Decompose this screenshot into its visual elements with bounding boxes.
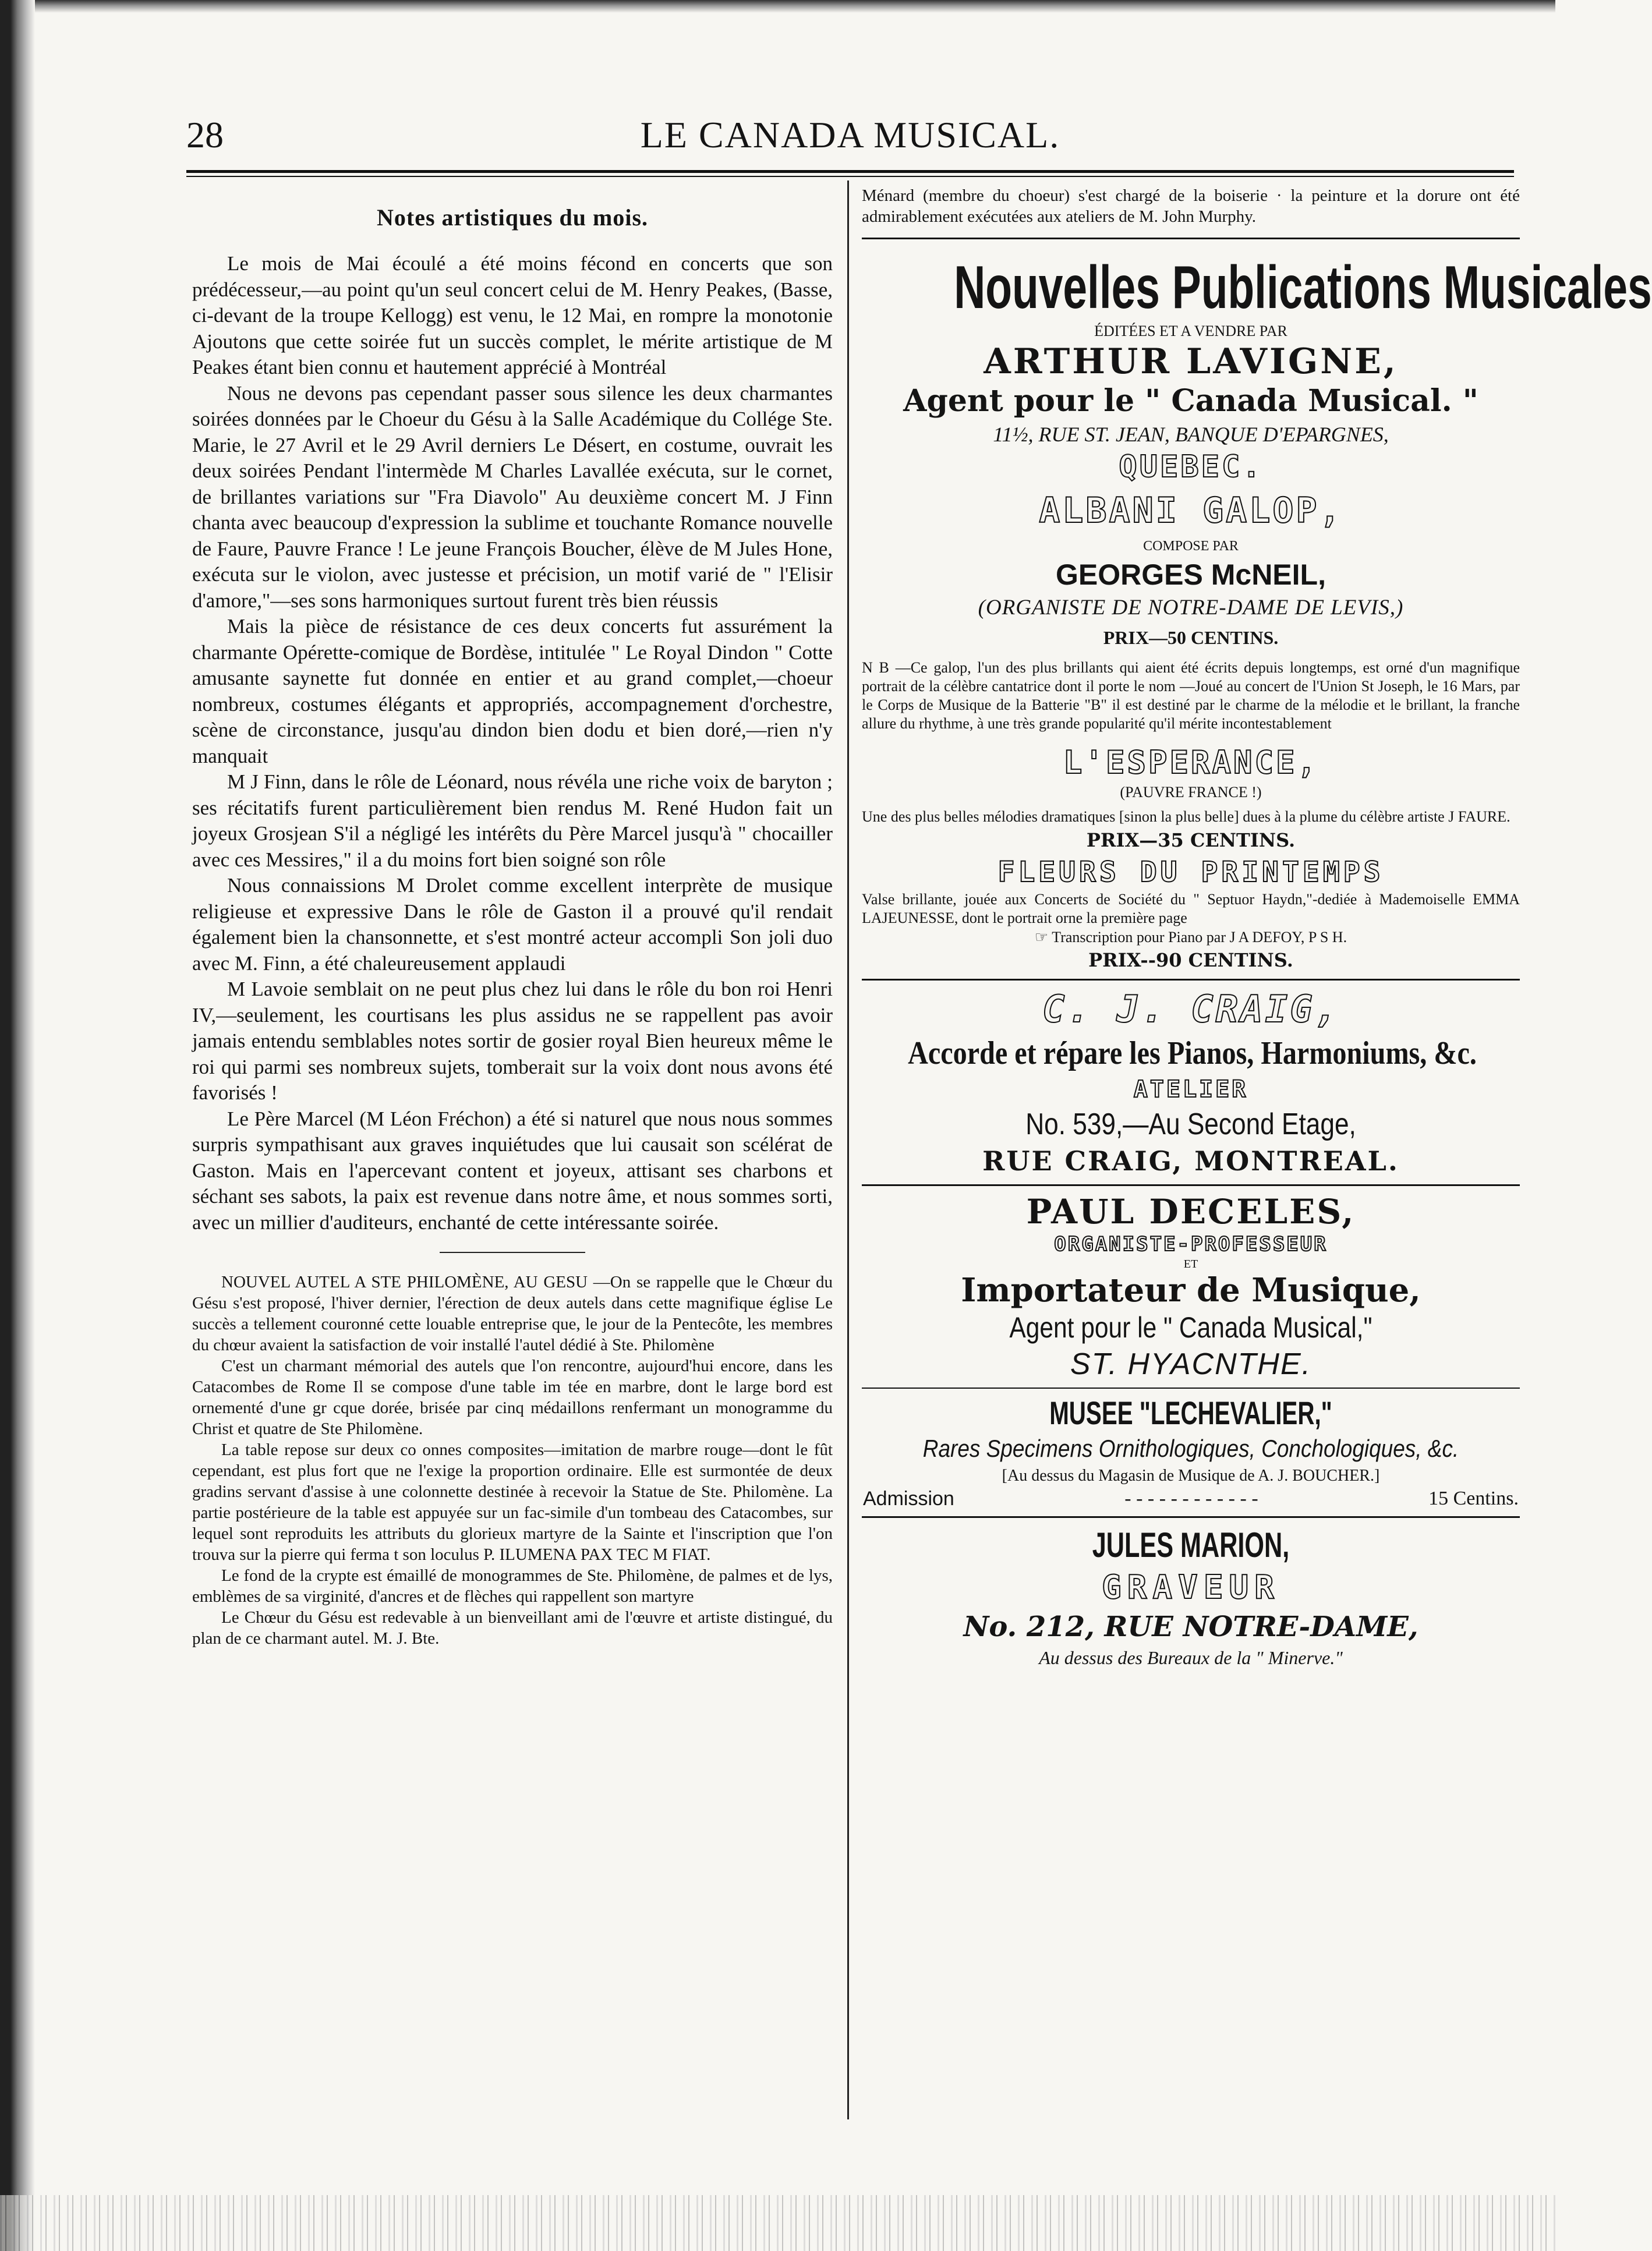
ad-rule: [862, 979, 1520, 981]
scan-top-edge: [0, 0, 1555, 13]
deceles-name: PAUL DECELES,: [1026, 1192, 1356, 1231]
piece2-note: Une des plus belles mélodies dramatiques [sinon la plus belle] dues à la plume du célèbre artiste J FAURE.: [862, 808, 1510, 825]
craig-number: No. 539,—Au Second Etage,: [1025, 1107, 1356, 1141]
deceles-agent: Agent pour le " Canada Musical,": [1009, 1311, 1372, 1344]
admission-dashes: - - - - - - - - - - - -: [1124, 1488, 1258, 1509]
notice-paragraph: Le Chœur du Gésu est redevable à un bienveillant ami de l'œuvre et artiste distingué, du plan de ce charmant autel. M. J. Bte.: [192, 1608, 833, 1648]
continuation-text: [862, 185, 1520, 227]
section-separator: [440, 1252, 585, 1253]
piece2-subtitle: (PAUVRE FRANCE !): [1120, 784, 1262, 801]
left-column: [192, 192, 833, 1649]
article-paragraph: Nous connaissions M Drolet comme excellent interprète de musique religieuse et expressive Dans le rôle de Gaston il a prouvé qu'il rendait également bien la chansonnette, et s'est montré acteur accompli Son joli duo avec M. Finn, a été chaleureusement applaudi: [192, 874, 833, 975]
article-paragraph: M J Finn, dans le rôle de Léonard, nous révéla une riche voix de baryton ; ses récitatifs furent particulièrement bien rendus M. René Hudon fait un joyeux Grosjean S'il a négligé les intérêts du Père Marcel jusqu'à " chocailler avec ces Messires," il a du moins fort bien soigné son rôle: [192, 770, 833, 871]
craig-name: C. J. CRAIG,: [1042, 988, 1340, 1031]
marion-location: Au dessus des Bureaux de la " Minerve.": [1039, 1647, 1343, 1668]
admission-label: Admission: [863, 1488, 954, 1510]
piece1-price: PRIX—50 CENTINS.: [1103, 627, 1279, 648]
musee-admission: [862, 1488, 1520, 1510]
piece1-note: N B —Ce galop, l'un des plus brillants qui aient été écrits depuis longtemps, est orné d'un magnifique portrait de la célèbre cantatrice dont il porte le nom —Joué au concert de l'Union St Joseph, le 16 Mars, par le Corps de Musique de la Batterie "B" il est destiné par le charme de la mélodie et le brillant, la franche allure du rhythme, à une très grande popularité qu'il mérite incontestablement: [862, 659, 1520, 732]
page-number: 28: [186, 114, 224, 155]
column-divider: [847, 180, 849, 2119]
piece3-price: PRIX--90 CENTINS.: [1088, 949, 1293, 971]
continuation-paragraph: Ménard (membre du choeur) s'est chargé de la boiserie · la peinture et la dorure ont été admirablement exécutées aux ateliers de M. John Murphy.: [862, 186, 1520, 226]
deceles-city: ST. HYACNTHE.: [1070, 1347, 1312, 1381]
article-paragraph: Le Père Marcel (M Léon Fréchon) a été si naturel que nous nous sommes surpris sympathisant aux graves inquiétudes que lui causait son scélérat de Gaston. Mais en l'apercevant content et joyeux, attisant ses charbons et séchant ses sabots, la paix est revenue dans notre âme, et nous sommes sorti, avec un millier d'auditeurs, enchanté de cette intéressante soirée.: [192, 1107, 833, 1234]
notice-paragraph: C'est un charmant mémorial des autels que l'on rencontre, aujourd'hui encore, dans les Catacombes de Rome Il se compose d'une table im tée en marbre, dont le large bord est ornementé d'une gr cque dorée, brisée par cinq médaillons renfermant un monogramme du Christ et quatre de Ste Philomène.: [192, 1357, 833, 1438]
piece3-title: FLEURS DU PRINTEMPS: [997, 856, 1384, 889]
ad-rule: [862, 1516, 1520, 1518]
notice-body: [192, 1272, 833, 1649]
ad-rule: [862, 1388, 1520, 1389]
article-body: [192, 251, 833, 1236]
admission-price: 15 Centins.: [1428, 1488, 1519, 1509]
deceles-role: ORGANISTE-PROFESSEUR: [1054, 1233, 1328, 1256]
musee-name: MUSEE "LECHEVALIER,": [1049, 1395, 1332, 1431]
header-rule: [186, 170, 1514, 173]
piece1-role: (ORGANISTE DE NOTRE-DAME DE LEVIS,): [978, 596, 1404, 620]
publisher-city: QUEBEC.: [1119, 450, 1263, 484]
publisher-address: 11½, RUE ST. JEAN, BANQUE D'EPARGNES,: [993, 423, 1389, 446]
ad-headline: Nouvelles Publications Musicales: [954, 254, 1652, 321]
piece1-title: ALBANI GALOP,: [1039, 490, 1343, 531]
ad-publications: [862, 253, 1652, 973]
notice-paragraph: NOUVEL AUTEL A STE PHILOMÈNE, AU GESU —On se rappelle que le Chœur du Gésu s'est proposé, l'hiver dernier, l'érection de deux autels dans cette magnifique église Le succès a tellement couronné cette louable entreprise que, le jour de la Pentecôte, les membres du chœur avaient la satisfaction de voir installé l'autel dédié à Ste. Philomène: [192, 1273, 833, 1354]
musee-location: [Au dessus du Magasin de Musique de A. J. BOUCHER.]: [1002, 1467, 1380, 1485]
article-title: Notes artistiques du mois.: [376, 204, 649, 231]
musee-desc: Rares Specimens Ornithologiques, Conchologiques, &c.: [922, 1435, 1459, 1462]
ad-musee: [862, 1393, 1520, 1510]
article-paragraph: Nous ne devons pas cependant passer sous silence les deux charmantes soirées données par le Choeur du Gésu à la Salle Académique du Collége Ste. Marie, le 27 Avril et le 29 Avril derniers Le Désert, en costume, ouvrait les deux soirées Pendant l'intermède M Charles Lavallée exécuta, sur le cornet, de brillantes variations sur "Fra Diavolo" Au deuxième concert M. J Finn chanta avec beaucoup d'expression la sublime et touchante Romance nouvelle de Faure, Pauvre France ! Le jeune François Boucher, élève de M Jules Hone, exécuta sur le violon, avec justesse et précision, un motif varié de " l'Elisir d'amore,"—ses sons harmoniques surtout furent très bien réussis: [192, 381, 833, 612]
ad-deceles: [862, 1192, 1520, 1383]
notice-paragraph: La table repose sur deux co onnes composites—imitation de marbre rouge—dont le fût cependant, est plus fort que ne l'exige la proportion ordinaire. Elle est surmontée de deux gradins servant d'assise à une colonnette destinée à recevoir la Statue de Ste. Philomène. La partie postérieure de la table est appuyée sur un fac-simile d'un tombeau des Catacombes, sur lequel sont reproduits les attributs du glorieux martyre de la Sainte et l'inscription que l'on trouva sur la pierre qui ferma t son loculus P. ILUMENA PAX TEC M FIAT.: [192, 1441, 833, 1564]
ad-craig: [862, 986, 1520, 1178]
piece3-note: Valse brillante, jouée aux Concerts de Société du " Septuor Haydn,"-dediée à Mademoiselle EMMA LAJEUNESSE, dont le portrait orne la première page: [862, 891, 1520, 926]
marion-trade: GRAVEUR: [1101, 1569, 1280, 1606]
ad-rule: [862, 1184, 1520, 1186]
running-title: LE CANADA MUSICAL.: [640, 114, 1060, 155]
article-paragraph: Le mois de Mai écoulé a été moins fécond en concerts que son prédécesseur,—au point qu'un seul concert celui de M. Henry Peakes, (Basse, ci-devant de la troupe Kellogg) est venu, le 12 Mai, en rompre la monotonie Ajoutons que cette soirée fut un succès complet, le mérite artistique de M Peakes étant bien connu et hautement apprécié à Montréal: [192, 252, 833, 378]
right-column: [862, 185, 1652, 1670]
deceles-et: ET: [1183, 1258, 1198, 1270]
craig-service: Accorde et répare les Pianos, Harmoniums, &c.: [908, 1035, 1477, 1071]
publisher-name: ARTHUR LAVIGNE,: [984, 341, 1398, 382]
header-rule-thin: [186, 176, 1514, 177]
marion-name: JULES MARION,: [1092, 1526, 1290, 1565]
deceles-business: Importateur de Musique,: [961, 1271, 1421, 1309]
piece2-title: L'ESPERANCE,: [1063, 744, 1319, 781]
notice-paragraph: Le fond de la crypte est émaillé de monogrammes de Ste. Philomène, de palmes et de lys, emblèmes de sa virginité, d'ancres et de flèches qui rappellent son martyre: [192, 1566, 833, 1606]
page-header: [186, 114, 1514, 160]
craig-atelier: ATELIER: [1133, 1076, 1248, 1103]
scan-bottom-noise: [0, 2195, 1555, 2251]
piece1-composer: GEORGES McNEIL,: [1056, 558, 1326, 591]
publisher-agent: Agent pour le " Canada Musical. ": [903, 383, 1478, 419]
scan-left-edge: [0, 0, 35, 2251]
article-paragraph: Mais la pièce de résistance de ces deux concerts fut assurément la charmante Opérette-comique de Bordèse, intitulée " Le Royal Dindon " Cotte amusante saynette fut donnée en entier et au grand complet,—choeur nombreux, costumes élégants et appropriés, accompagnement d'orchestre, scène de circonstance, jusqu'au dindon bien dodu et bien doré,—rien n'y manquait: [192, 615, 833, 767]
piece3-transcription: ☞ Transcription pour Piano par J A DEFOY, P S H.: [1034, 929, 1347, 946]
ad-rule: [862, 238, 1520, 239]
marion-address: No. 212, RUE NOTRE-DAME,: [963, 1611, 1418, 1643]
piece1-composed: COMPOSE PAR: [1143, 539, 1239, 554]
ad-subline: ÉDITÉES ET A VENDRE PAR: [1094, 323, 1287, 339]
craig-street: RUE CRAIG, MONTREAL.: [982, 1145, 1399, 1177]
article-paragraph: M Lavoie semblait on ne peut plus chez lui dans le rôle du bon roi Henri IV,—seulement, les courtisans les plus assidus ne se rappellent pas avoir jamais entendu semblables notes sortir de gosier royal Bien heureux même le roi qui parmi ses nombreux sujets, tomberait sur la voix dont nous avons été favorisés !: [192, 978, 833, 1104]
ad-marion: [862, 1524, 1520, 1670]
piece2-price: PRIX—35 CENTINS.: [1086, 829, 1296, 851]
